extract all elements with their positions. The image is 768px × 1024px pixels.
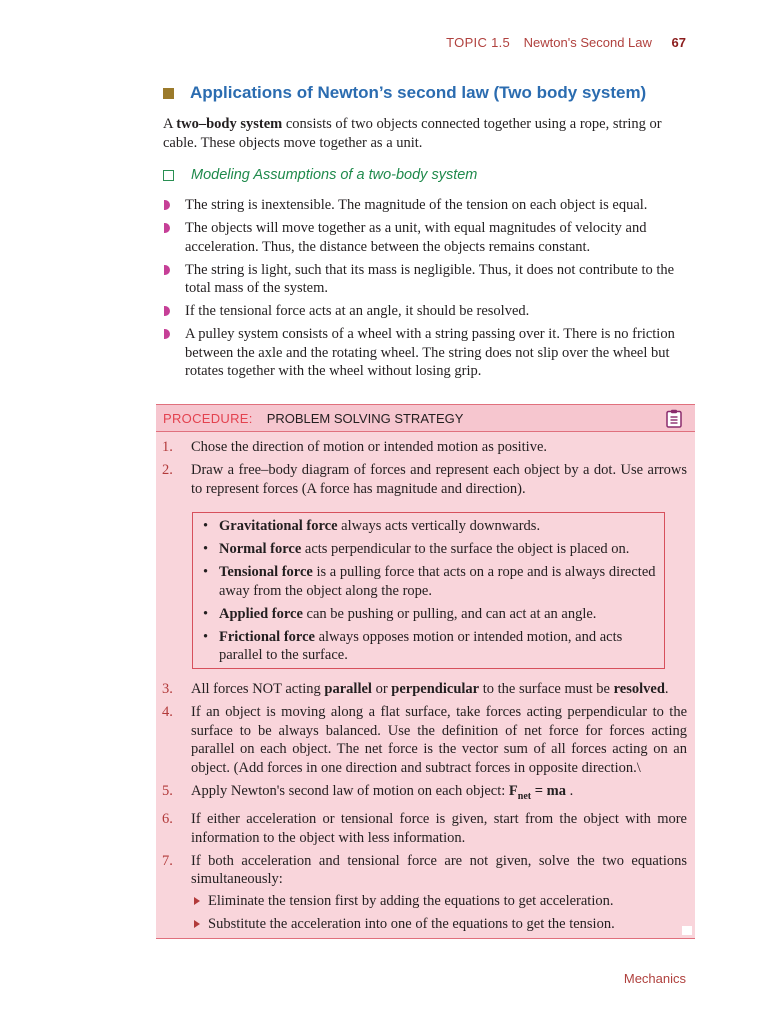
procedure-steps [156, 438, 695, 503]
triangle-bullet-icon [194, 920, 200, 928]
list-item [201, 605, 656, 624]
formula-subscript: net [517, 790, 532, 802]
step-number: 4. [162, 704, 173, 720]
bullet-dot-icon: • [203, 605, 209, 622]
formula-f: F [508, 782, 518, 799]
hollow-square-icon [163, 170, 174, 181]
step-text: If both acceleration and tensional force are not given, solve the two equations simultaneously: [191, 852, 687, 888]
step-text: All forces NOT acting [191, 681, 325, 697]
force-term: Applied force [219, 605, 303, 622]
force-text: can be pushing or pulling, and can act at an angle. [302, 605, 597, 622]
step-number: 7. [162, 852, 173, 869]
list-item [191, 892, 687, 911]
force-term: Normal force [219, 541, 302, 557]
intro-rest: consists of two objects connected together using a rope, string or cable. These objects move together as a unit. [163, 116, 662, 151]
assumption-text: The string is light, such that its mass is negligible. Thus, it does not contribute to the total mass of the system. [185, 261, 675, 296]
assumptions-title: Modeling Assumptions of a two-body system [191, 167, 478, 183]
list-item [201, 540, 656, 559]
half-circle-bullet-icon [164, 265, 170, 275]
step-text: or [371, 681, 392, 697]
substep-text: Eliminate the tension first by adding the equations to get acceleration. [208, 892, 614, 909]
list-item [163, 325, 691, 381]
procedure-title: PROBLEM SOLVING STRATEGY [266, 410, 464, 426]
procedure-label: PROCEDURE: [163, 410, 253, 426]
half-circle-bullet-icon [164, 306, 170, 316]
clipboard-icon [666, 409, 682, 428]
list-item [191, 915, 687, 934]
step-emphasis: resolved [613, 681, 665, 697]
corner-mark [682, 926, 692, 935]
list-item [156, 782, 695, 806]
step-number: 6. [162, 811, 173, 828]
force-types-box [192, 512, 665, 669]
step-number: 1. [162, 439, 173, 455]
substep-text: Substitute the acceleration into one of the equations to get the tension. [208, 916, 615, 933]
list-item [156, 461, 695, 498]
bullet-dot-icon: • [203, 518, 209, 534]
step-text: If an object is moving along a flat surface, take forces acting perpendicular to the surface to be always balanced. Use the definition of net force for forces acting parallel on each object. The net force is the vector sum of all forces acting on an object. (Add forces in one direction and subtract forces in opposite direction.\ [191, 704, 687, 776]
list-item [163, 302, 691, 321]
force-text: always acts vertically downwards. [337, 518, 541, 534]
force-list [201, 517, 656, 669]
list-item [163, 196, 691, 215]
list-item [156, 680, 695, 699]
half-circle-bullet-icon [164, 329, 170, 339]
assumption-text: If the tensional force acts at an angle, it should be resolved. [185, 303, 530, 319]
list-item [201, 517, 656, 536]
list-item [163, 219, 691, 256]
force-text: always opposes motion or intended motion, and acts parallel to the surface. [219, 628, 623, 663]
section-heading [163, 83, 703, 103]
assumptions-subheading [163, 167, 477, 183]
step-number: 3. [162, 681, 173, 697]
assumption-text: The objects will move together as a unit, with equal magnitudes of velocity and acceleration. Thus, the distance between the objects remains constant. [185, 220, 647, 255]
assumption-text: A pulley system consists of a wheel with a string passing over it. There is no friction between the axle and the rotating wheel. The string does not slip over the wheel but rotates together with the wheel without losing grip. [185, 326, 675, 379]
section-title: Applications of Newton’s second law (Two body system) [190, 83, 647, 102]
step-text: . [664, 681, 669, 697]
step-text: If either acceleration or tensional force is given, start from the object with more information to the object with less information. [191, 811, 687, 846]
intro-term: two–body system [176, 116, 283, 132]
step-emphasis: perpendicular [391, 681, 480, 697]
step-text: to the surface must be [479, 681, 614, 697]
half-circle-bullet-icon [164, 200, 170, 210]
procedure-header [156, 404, 695, 432]
assumptions-list [163, 196, 691, 385]
list-item [201, 563, 656, 600]
step-text: . [565, 782, 574, 799]
bullet-dot-icon: • [203, 628, 209, 645]
topic-label: TOPIC 1.5 [446, 35, 511, 50]
step-text: Draw a free–body diagram of forces and represent each object by a dot. Use arrows to represent forces (A force has magnitude and direction). [191, 462, 687, 497]
square-bullet-icon [163, 88, 174, 99]
step-text: Apply Newton's second law of motion on each object: [191, 782, 509, 799]
bullet-dot-icon: • [203, 541, 209, 557]
bullet-dot-icon: • [203, 564, 209, 580]
assumption-text: The string is inextensible. The magnitude of the tension on each object is equal. [185, 197, 648, 213]
list-item [163, 261, 691, 298]
step-number: 5. [162, 782, 173, 799]
procedure-box [156, 404, 695, 939]
step-text: Chose the direction of motion or intended motion as positive. [191, 439, 548, 455]
intro-paragraph [163, 115, 691, 152]
substeps-list [191, 892, 687, 934]
half-circle-bullet-icon [164, 223, 170, 233]
force-text: acts perpendicular to the surface the object is placed on. [301, 541, 630, 557]
formula-rest: = ma [531, 782, 566, 799]
step-number: 2. [162, 462, 173, 478]
force-term: Tensional force [219, 564, 313, 580]
intro-prefix: A [163, 116, 177, 132]
formula [508, 782, 566, 802]
procedure-steps-continued [156, 680, 695, 939]
running-header [446, 35, 686, 50]
triangle-bullet-icon [194, 897, 200, 905]
page-number: 67 [671, 35, 686, 50]
list-item [156, 810, 695, 847]
topic-title: Newton's Second Law [523, 35, 652, 50]
step-emphasis: parallel [324, 681, 372, 697]
force-term: Frictional force [219, 628, 315, 645]
list-item [156, 438, 695, 457]
running-footer: Mechanics [623, 971, 686, 986]
list-item [156, 703, 695, 777]
force-text: is a pulling force that acts on a rope and is always directed away from the object along the rope. [219, 564, 656, 599]
list-item [201, 628, 656, 665]
list-item [156, 852, 695, 934]
force-term: Gravitational force [219, 518, 338, 534]
